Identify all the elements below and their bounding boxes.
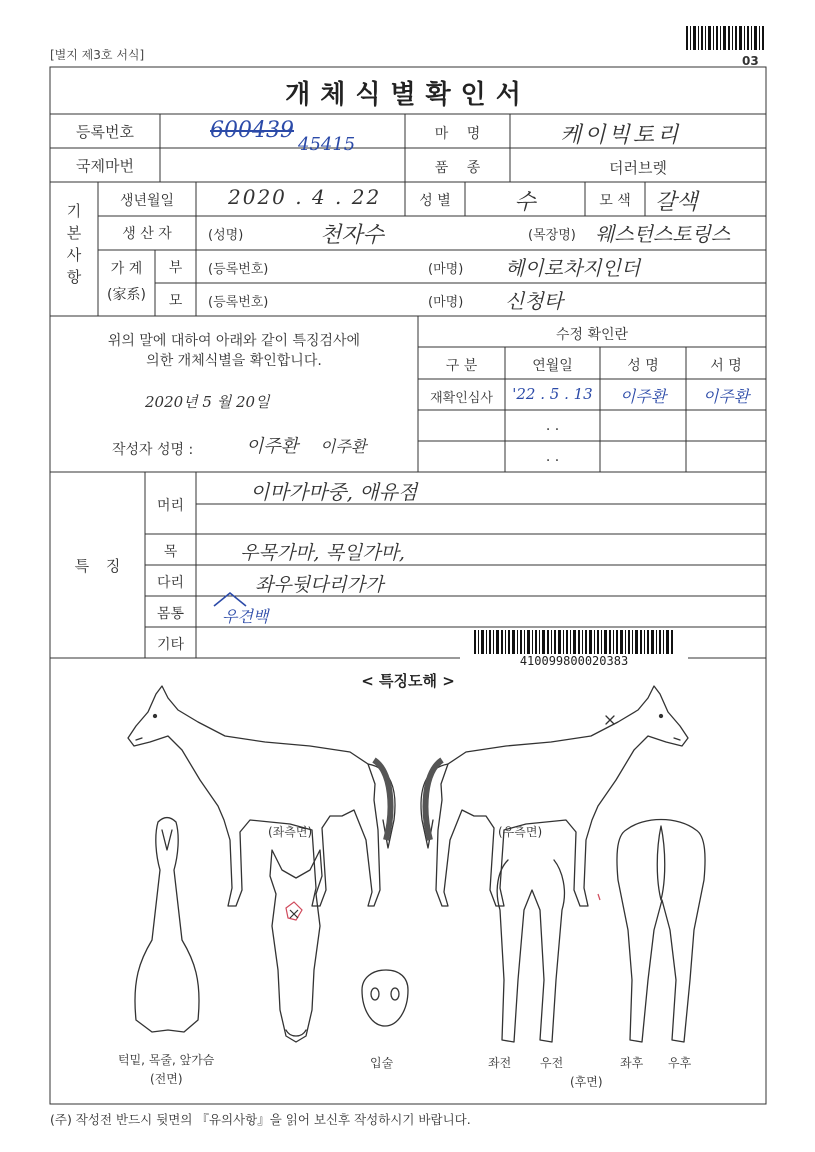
- confirm-date: 2020년 5 월 20일: [145, 393, 270, 411]
- form-tag: [별지 제3호 서식]: [50, 48, 145, 62]
- head-x-mark: [290, 910, 298, 918]
- dam-reg-hint: (등록번호): [208, 295, 269, 310]
- revision-row-1-sign: 이주환: [702, 387, 750, 406]
- registration-label: 등록번호: [76, 123, 134, 141]
- birth-value: 2020 . 4 . 22: [228, 185, 382, 209]
- revision-row-1-name: 이주환: [619, 387, 667, 406]
- diagram-right-front-label: 우전: [540, 1056, 564, 1070]
- feature-body-label: 몸통: [156, 606, 185, 622]
- sire-name-value: 헤이로차지인더: [505, 256, 641, 280]
- horse-head-front: [270, 850, 322, 1042]
- sex-value: 수: [514, 190, 536, 215]
- intl-number-label: 국제마번: [76, 157, 134, 175]
- writer-name: 이주환: [246, 436, 299, 457]
- breed-label: 품 종: [434, 160, 481, 176]
- breed-value: 더러브렛: [609, 159, 667, 177]
- horse-name-label: 마 명: [434, 126, 481, 142]
- diagram-rear-label: (후면): [570, 1075, 603, 1089]
- revision-header-sign: 서 명: [710, 358, 742, 374]
- footer-note: (주) 작성전 반드시 뒷면의 『유의사항』을 읽어 보신후 작성하시기 바랍니다.: [50, 1112, 471, 1127]
- horse-left-side: [128, 686, 395, 906]
- basic-section-label-text: 기본사항: [66, 202, 82, 286]
- diagram-left-front-label: 좌전: [488, 1056, 512, 1070]
- horse-muzzle: [362, 970, 408, 1026]
- horse-name-value: 케이빅토리: [560, 123, 682, 148]
- birth-label: 생년월일: [119, 193, 175, 209]
- horse-diagram: [50, 680, 766, 1100]
- family-label: [98, 256, 155, 308]
- family-label-hanja: (家系): [107, 287, 146, 303]
- middle-barcode-bars: [460, 628, 688, 654]
- basic-section-label: [64, 200, 84, 288]
- revision-row-2-date: . .: [545, 418, 560, 434]
- dam-label: 모: [168, 293, 183, 309]
- diagram-front-caption: 턱밑, 목줄, 앞가슴: [118, 1053, 215, 1067]
- diagram-left-side-label: (좌측면): [268, 825, 313, 839]
- tail-right: [426, 760, 442, 840]
- feature-head-label: 머리: [156, 498, 185, 514]
- breeder-label: 생 산 자: [122, 226, 172, 242]
- revision-row-1-type: 재확인심사: [430, 391, 493, 406]
- horse-front-legs: [497, 860, 564, 1042]
- red-markings: [286, 894, 600, 920]
- revision-row-3-date: . .: [545, 449, 560, 465]
- dam-name-hint: (마명): [428, 295, 464, 310]
- middle-barcode: [460, 628, 688, 668]
- right-side-x-mark: [606, 716, 614, 724]
- horse-rear: [617, 820, 705, 1043]
- horse-front-neck: [135, 818, 199, 1033]
- farm-value: 웨스턴스토링스: [595, 222, 731, 246]
- revision-header-date: 연월일: [532, 358, 573, 374]
- sire-reg-hint: (등록번호): [208, 262, 269, 277]
- confirm-line-2: 의한 개체식별을 확인합니다.: [146, 353, 322, 369]
- family-label-text: 가 계: [110, 261, 143, 277]
- feature-neck-label: 목: [163, 544, 178, 560]
- revision-row-1-date: '22 . 5 . 13: [512, 385, 593, 403]
- feature-legs-label: 다리: [156, 575, 185, 591]
- registration-value-corrected: 45415: [298, 134, 356, 155]
- revision-header-name: 성 명: [627, 358, 659, 374]
- breeder-name-value: 천자수: [320, 223, 384, 248]
- color-label: 모 색: [599, 193, 631, 209]
- writer-label: 작성자 성명 :: [112, 442, 194, 458]
- tail-left: [374, 760, 390, 840]
- revision-header-type: 구 분: [445, 358, 478, 374]
- diagram-title: < 특징도해 >: [361, 672, 455, 690]
- color-value: 갈색: [655, 190, 698, 215]
- feature-head-value: 이마가마중, 애유점: [250, 480, 418, 504]
- sire-name-hint: (마명): [428, 262, 464, 277]
- body-mark-caret: [212, 590, 252, 608]
- document-title: 개체식별확인서: [285, 80, 531, 110]
- features-section-label: 특 징: [74, 557, 121, 575]
- diagram-right-hind-label: 우후: [668, 1056, 692, 1070]
- feature-legs-value: 좌우뒷다리가가: [255, 574, 384, 596]
- dam-name-value: 신청타: [505, 289, 563, 313]
- sire-label: 부: [168, 260, 183, 276]
- confirm-line-1: 위의 말에 대하여 아래와 같이 특징검사에: [107, 333, 361, 349]
- writer-signature: 이주환: [320, 437, 367, 456]
- horse-right-side: [421, 686, 688, 906]
- diagram-front-label: (전면): [150, 1072, 183, 1086]
- page-number: 03: [742, 54, 759, 68]
- revision-title: 수정 확인란: [555, 327, 629, 343]
- diagram-right-side-label: (우측면): [498, 825, 543, 839]
- sex-label: 성 별: [419, 193, 451, 209]
- registration-value: 600439: [210, 118, 294, 143]
- feature-neck-value: 우목가마, 목일가마,: [240, 542, 405, 564]
- diagram-left-hind-label: 좌후: [620, 1056, 644, 1070]
- barcode-number: 410099800020383: [519, 654, 629, 668]
- feature-other-label: 기타: [156, 637, 185, 653]
- feature-body-value: 우견백: [222, 607, 269, 626]
- diagram-muzzle-label: 입술: [370, 1056, 394, 1070]
- farm-hint: (목장명): [528, 228, 576, 243]
- breeder-name-hint: (성명): [208, 228, 244, 243]
